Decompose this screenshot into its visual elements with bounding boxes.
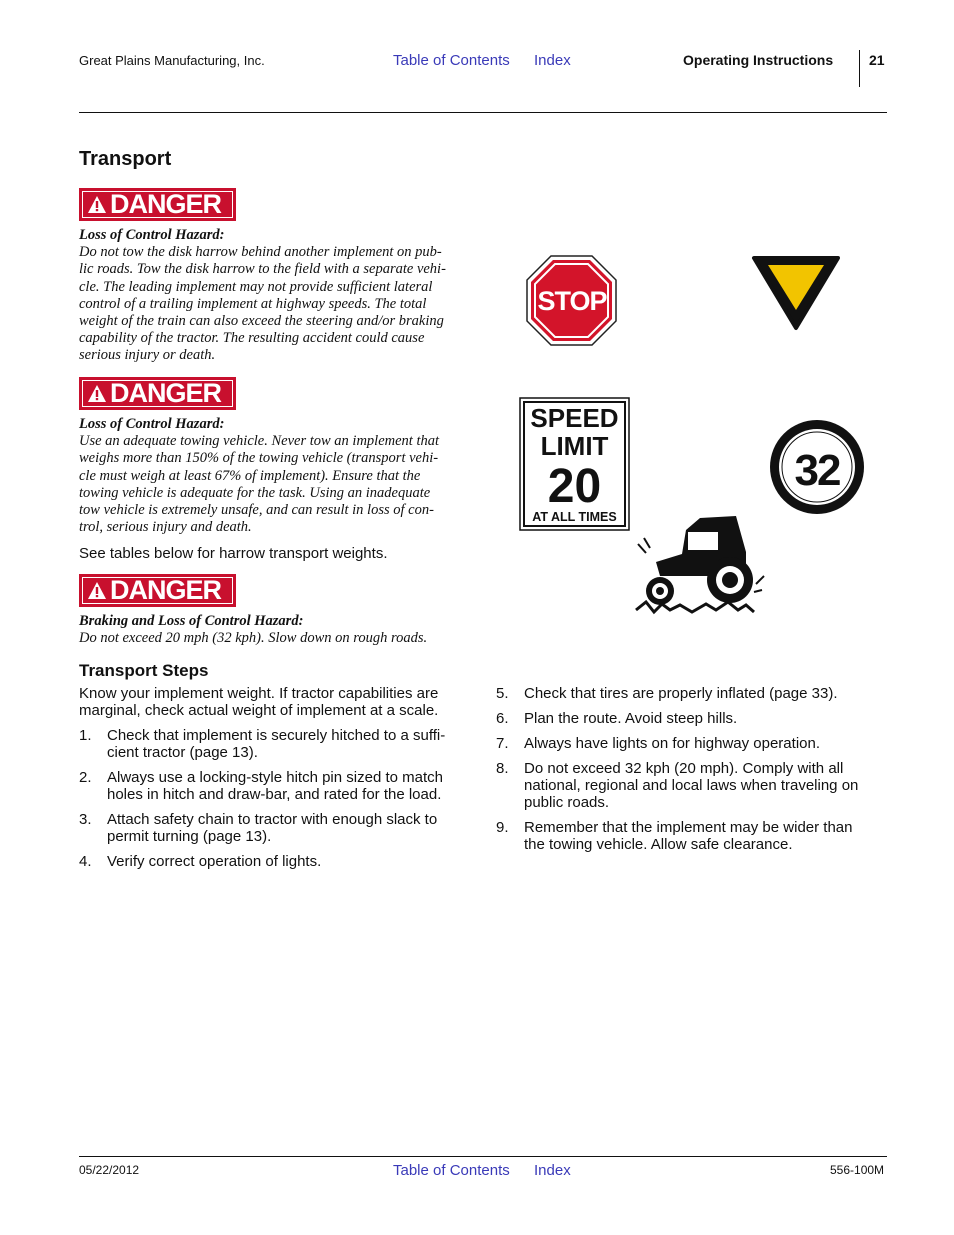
warning-line: Do not exceed 20 mph (32 kph). Slow down on rough roads.	[79, 630, 428, 647]
danger-word: DANGER	[110, 378, 222, 408]
step-number: 7.	[496, 735, 509, 752]
warning-line: trol, serious injury and death.	[79, 519, 252, 536]
warning-title: Loss of Control Hazard:	[79, 227, 225, 243]
step-9	[496, 819, 886, 855]
step-number: 8.	[496, 760, 509, 777]
yield-sign-icon	[754, 258, 838, 328]
step-number: 6.	[496, 710, 509, 727]
header-toc-link[interactable]: Table of Contents	[393, 52, 510, 69]
warning-triangle-icon	[87, 581, 107, 600]
header-divider	[859, 50, 860, 87]
step-text: Do not exceed 32 kph (20 mph). Comply with all national, regional and local laws when traveling on public roads.	[524, 760, 859, 811]
stop-sign-icon	[527, 256, 616, 345]
step-number: 5.	[496, 685, 509, 702]
warning-line: control of a trailing implement at highway speeds. The total	[79, 295, 427, 312]
warning-triangle-icon	[87, 384, 107, 403]
speed-limit-line1: SPEED	[530, 403, 619, 433]
step-text: Plan the route. Avoid steep hills.	[524, 710, 738, 727]
kph-limit-value: 32	[794, 446, 840, 495]
warning-line: capability of the tractor. The resulting accident could cause	[79, 330, 425, 347]
warning-line: Do not tow the disk harrow behind another implement on pub-	[79, 244, 442, 261]
page-title: Transport	[79, 148, 172, 170]
header-company: Great Plains Manufacturing, Inc.	[79, 53, 265, 68]
warning-line: weighs more than 150% of the towing vehicle (transport vehi-	[79, 450, 439, 467]
speed-limit-value: 20	[547, 460, 602, 513]
danger-label-3	[79, 574, 236, 607]
step-8	[496, 760, 886, 814]
transport-steps-heading: Transport Steps	[79, 661, 209, 680]
intro-line: Know your implement weight. If tractor capabilities are	[79, 685, 439, 702]
speed-limit-sign-icon	[520, 398, 629, 530]
warning-line: serious injury or death.	[79, 347, 216, 364]
step-2	[79, 769, 469, 805]
step-6	[496, 710, 886, 728]
step-4	[79, 853, 469, 871]
speed-limit-line2: LIMIT	[540, 431, 609, 461]
header-section-title: Operating Instructions	[683, 52, 834, 68]
step-text: Check that implement is securely hitched to a suffi- cient tractor (page 13).	[107, 727, 446, 761]
kph-limit-sign-icon	[770, 420, 864, 514]
step-number: 9.	[496, 819, 509, 836]
step-number: 2.	[79, 769, 92, 786]
intro-paragraph	[79, 685, 438, 719]
warning-text-1	[79, 227, 471, 365]
danger-word: DANGER	[110, 189, 222, 219]
transport-signs-illustration	[510, 250, 880, 630]
header-rule	[79, 112, 887, 113]
warning-title: Braking and Loss of Control Hazard:	[79, 613, 304, 629]
tractor-rough-road-icon	[636, 516, 764, 612]
step-text: Remember that the implement may be wider than the towing vehicle. Allow safe clearance.	[524, 819, 853, 853]
step-7	[496, 735, 886, 753]
footer-toc-link[interactable]: Table of Contents	[393, 1162, 510, 1179]
page-number: 21	[869, 52, 885, 68]
speed-limit-line3: AT ALL TIMES	[532, 510, 617, 524]
step-5	[496, 685, 886, 703]
warning-line: weight of the train can also exceed the steering and/or braking	[79, 313, 444, 330]
intro-line: marginal, check actual weight of implement at a scale.	[79, 702, 439, 719]
see-tables-text: See tables below for harrow transport weights.	[79, 545, 388, 562]
footer-rule	[79, 1156, 887, 1157]
step-text: Attach safety chain to tractor with enough slack to permit turning (page 13).	[107, 811, 438, 845]
warning-text-3	[79, 613, 471, 647]
step-text: Verify correct operation of lights.	[107, 853, 322, 870]
warning-triangle-icon	[87, 195, 107, 214]
warning-line: towing vehicle is adequate for the task. Using an inadequate	[79, 484, 431, 501]
step-number: 4.	[79, 853, 92, 870]
step-text: Always have lights on for highway operation.	[524, 735, 821, 752]
warning-line: tow vehicle is extremely unsafe, and can result in loss of con-	[79, 502, 434, 519]
footer-index-link[interactable]: Index	[534, 1162, 571, 1179]
danger-label-2	[79, 377, 236, 410]
step-text: Check that tires are properly inflated (page 33).	[524, 685, 838, 702]
warning-line: lic roads. Tow the disk harrow to the field with a separate vehi-	[79, 261, 446, 278]
step-1	[79, 727, 469, 763]
danger-word: DANGER	[110, 575, 222, 605]
danger-label-1	[79, 188, 236, 221]
footer-date: 05/22/2012	[79, 1163, 140, 1177]
step-text: Always use a locking-style hitch pin sized to match holes in hitch and draw-bar, and rated for the load.	[107, 769, 443, 803]
step-number: 3.	[79, 811, 92, 828]
warning-text-2	[79, 416, 471, 536]
warning-line: Use an adequate towing vehicle. Never tow an implement that	[79, 433, 440, 450]
stop-sign-text: STOP	[537, 286, 607, 316]
warning-line: cle must weigh at least 67% of implement). Ensure that the	[79, 467, 421, 484]
warning-title: Loss of Control Hazard:	[79, 416, 225, 432]
footer-doc-number: 556-100M	[830, 1163, 885, 1177]
step-number: 1.	[79, 727, 92, 744]
warning-line: cle. The leading implement may not provide sufficient lateral	[79, 278, 433, 295]
header-index-link[interactable]: Index	[534, 52, 571, 69]
step-3	[79, 811, 469, 847]
